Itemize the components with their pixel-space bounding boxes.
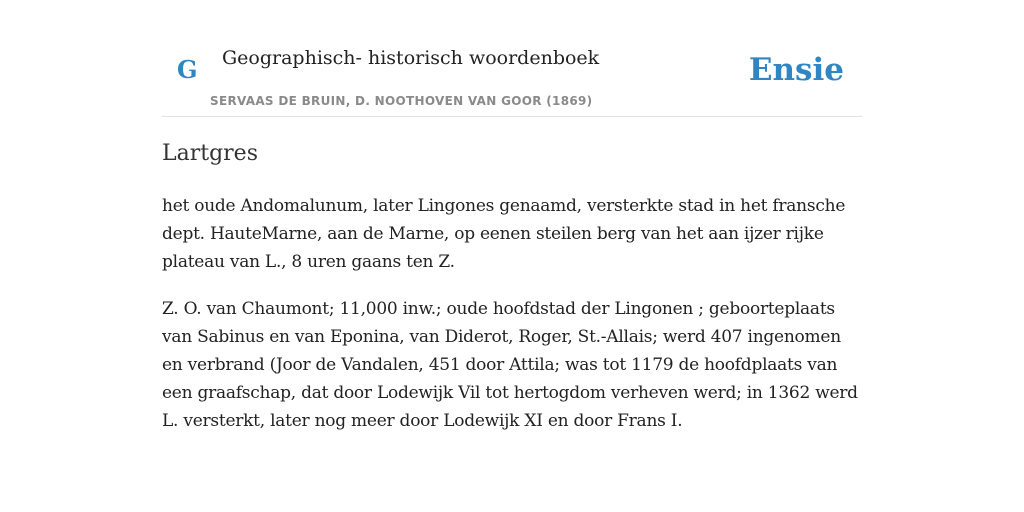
book-authors: SERVAAS DE BRUIN, D. NOOTHOVEN VAN GOOR (1869) — [210, 94, 593, 108]
entry-paragraph: het oude Andomalunum, later Lingones genaamd, versterkte stad in het fransche dept. HauteMarne, aan de Marne, op eenen steilen berg van het aan ijzer rijke plateau van L., 8 uren gaans ten Z. — [162, 196, 846, 272]
book-header — [162, 0, 862, 117]
index-letter-link[interactable]: G — [177, 55, 198, 84]
book-title-link[interactable]: Geographisch- historisch woordenboek — [222, 47, 600, 69]
ensie-logo-link[interactable]: Ensie — [748, 52, 844, 88]
entry-content — [162, 138, 862, 454]
entry-headword: Lartgres — [162, 141, 258, 166]
entry-paragraph: Z. O. van Chaumont; 11,000 inw.; oude hoofdstad der Lingonen ; geboorteplaats van Sabinus en van Eponina, van Diderot, Roger, St.-Allais; werd 407 ingenomen en verbrand (Joor de Vandalen, 451 door Attila; was tot 1179 de hoofdplaats van een graafschap, dat door Lodewijk Vil tot hertogdom verheven werd; in 1362 werd L. versterkt, later nog meer door Lodewijk XI en door Frans I. — [162, 299, 858, 431]
